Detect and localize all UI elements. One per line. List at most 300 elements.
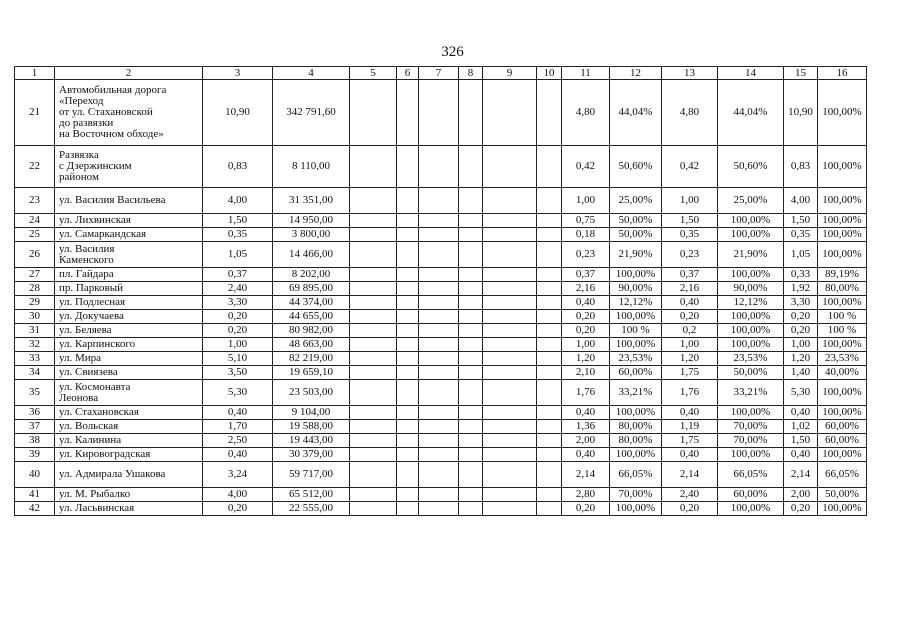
cell-value: 100,00% <box>818 380 867 406</box>
empty-cell <box>419 310 459 324</box>
road-name: пр. Парковый <box>55 282 203 296</box>
empty-cell <box>419 338 459 352</box>
cell-value: 4,00 <box>784 188 818 214</box>
empty-cell <box>483 324 537 338</box>
empty-cell <box>459 282 483 296</box>
table-row <box>15 310 867 324</box>
empty-cell <box>537 380 562 406</box>
row-number: 38 <box>15 434 55 448</box>
cell-value: 100,00% <box>718 214 784 228</box>
cell-value: 80 982,00 <box>273 324 350 338</box>
cell-value: 100,00% <box>610 448 662 462</box>
empty-cell <box>350 380 397 406</box>
empty-cell <box>350 420 397 434</box>
empty-cell <box>483 338 537 352</box>
empty-cell <box>350 310 397 324</box>
road-name: ул. Докучаева <box>55 310 203 324</box>
cell-value: 100,00% <box>718 310 784 324</box>
cell-value: 0,37 <box>562 268 610 282</box>
road-name: ул. Свиязева <box>55 366 203 380</box>
cell-value: 9 104,00 <box>273 406 350 420</box>
table-row <box>15 214 867 228</box>
cell-value: 100 % <box>610 324 662 338</box>
cell-value: 1,00 <box>784 338 818 352</box>
cell-value: 100,00% <box>818 228 867 242</box>
column-header: 8 <box>459 67 483 80</box>
cell-value: 60,00% <box>610 366 662 380</box>
cell-value: 0,33 <box>784 268 818 282</box>
cell-value: 1,36 <box>562 420 610 434</box>
road-name: ул. Вольская <box>55 420 203 434</box>
road-name: ул. Василия Каменского <box>55 242 203 268</box>
empty-cell <box>459 488 483 502</box>
cell-value: 0,40 <box>203 406 273 420</box>
row-number: 35 <box>15 380 55 406</box>
cell-value: 3,30 <box>203 296 273 310</box>
empty-cell <box>483 268 537 282</box>
cell-value: 12,12% <box>610 296 662 310</box>
empty-cell <box>419 242 459 268</box>
empty-cell <box>419 296 459 310</box>
cell-value: 44 374,00 <box>273 296 350 310</box>
column-header: 2 <box>55 67 203 80</box>
cell-value: 0,40 <box>562 448 610 462</box>
cell-value: 100,00% <box>818 146 867 188</box>
empty-cell <box>537 338 562 352</box>
cell-value: 10,90 <box>784 80 818 146</box>
cell-value: 0,20 <box>562 324 610 338</box>
cell-value: 100,00% <box>818 188 867 214</box>
cell-value: 1,70 <box>203 420 273 434</box>
empty-cell <box>419 268 459 282</box>
empty-cell <box>397 502 419 516</box>
cell-value: 100 % <box>818 310 867 324</box>
empty-cell <box>537 448 562 462</box>
road-name: ул. Кировоградская <box>55 448 203 462</box>
empty-cell <box>397 146 419 188</box>
empty-cell <box>537 366 562 380</box>
cell-value: 100,00% <box>610 268 662 282</box>
cell-value: 60,00% <box>718 488 784 502</box>
road-name: ул. Стахановская <box>55 406 203 420</box>
empty-cell <box>483 282 537 296</box>
cell-value: 0,40 <box>562 406 610 420</box>
cell-value: 1,50 <box>784 214 818 228</box>
empty-cell <box>483 448 537 462</box>
cell-value: 1,00 <box>562 188 610 214</box>
cell-value: 60,00% <box>818 420 867 434</box>
cell-value: 0,23 <box>562 242 610 268</box>
cell-value: 0,18 <box>562 228 610 242</box>
empty-cell <box>350 242 397 268</box>
cell-value: 1,92 <box>784 282 818 296</box>
empty-cell <box>483 406 537 420</box>
empty-cell <box>537 420 562 434</box>
header-row <box>15 67 867 80</box>
table-row <box>15 268 867 282</box>
cell-value: 0,42 <box>662 146 718 188</box>
empty-cell <box>537 310 562 324</box>
empty-cell <box>537 352 562 366</box>
cell-value: 0,40 <box>662 296 718 310</box>
table-row <box>15 406 867 420</box>
cell-value: 1,76 <box>562 380 610 406</box>
cell-value: 0,35 <box>662 228 718 242</box>
row-number: 29 <box>15 296 55 310</box>
empty-cell <box>397 310 419 324</box>
cell-value: 2,16 <box>562 282 610 296</box>
row-number: 24 <box>15 214 55 228</box>
cell-value: 4,00 <box>203 188 273 214</box>
cell-value: 21,90% <box>610 242 662 268</box>
cell-value: 4,80 <box>562 80 610 146</box>
empty-cell <box>483 502 537 516</box>
cell-value: 100,00% <box>718 406 784 420</box>
cell-value: 90,00% <box>610 282 662 296</box>
empty-cell <box>397 420 419 434</box>
empty-cell <box>350 366 397 380</box>
cell-value: 70,00% <box>718 434 784 448</box>
cell-value: 2,14 <box>662 462 718 488</box>
empty-cell <box>350 434 397 448</box>
table-row <box>15 502 867 516</box>
table-row <box>15 146 867 188</box>
empty-cell <box>459 420 483 434</box>
cell-value: 100,00% <box>718 448 784 462</box>
column-header: 7 <box>419 67 459 80</box>
column-header: 3 <box>203 67 273 80</box>
cell-value: 100,00% <box>718 324 784 338</box>
cell-value: 0,20 <box>203 310 273 324</box>
cell-value: 40,00% <box>818 366 867 380</box>
empty-cell <box>459 146 483 188</box>
empty-cell <box>459 352 483 366</box>
cell-value: 2,14 <box>562 462 610 488</box>
cell-value: 100 % <box>818 324 867 338</box>
cell-value: 25,00% <box>718 188 784 214</box>
row-number: 40 <box>15 462 55 488</box>
empty-cell <box>483 434 537 448</box>
empty-cell <box>419 366 459 380</box>
cell-value: 1,76 <box>662 380 718 406</box>
empty-cell <box>537 502 562 516</box>
row-number: 23 <box>15 188 55 214</box>
empty-cell <box>537 296 562 310</box>
cell-value: 19 659,10 <box>273 366 350 380</box>
column-header: 16 <box>818 67 867 80</box>
empty-cell <box>459 366 483 380</box>
empty-cell <box>397 80 419 146</box>
cell-value: 59 717,00 <box>273 462 350 488</box>
empty-cell <box>537 228 562 242</box>
cell-value: 100,00% <box>610 338 662 352</box>
cell-value: 0,35 <box>203 228 273 242</box>
empty-cell <box>350 146 397 188</box>
cell-value: 2,40 <box>662 488 718 502</box>
cell-value: 1,50 <box>662 214 718 228</box>
cell-value: 342 791,60 <box>273 80 350 146</box>
cell-value: 1,02 <box>784 420 818 434</box>
empty-cell <box>459 434 483 448</box>
cell-value: 0,40 <box>784 406 818 420</box>
cell-value: 33,21% <box>610 380 662 406</box>
empty-cell <box>419 352 459 366</box>
cell-value: 100,00% <box>818 448 867 462</box>
empty-cell <box>483 214 537 228</box>
cell-value: 50,00% <box>610 228 662 242</box>
table-row <box>15 380 867 406</box>
cell-value: 0,20 <box>203 502 273 516</box>
cell-value: 3,24 <box>203 462 273 488</box>
cell-value: 0,23 <box>662 242 718 268</box>
empty-cell <box>397 242 419 268</box>
cell-value: 0,40 <box>662 406 718 420</box>
row-number: 31 <box>15 324 55 338</box>
cell-value: 23,53% <box>718 352 784 366</box>
row-number: 42 <box>15 502 55 516</box>
cell-value: 8 110,00 <box>273 146 350 188</box>
empty-cell <box>459 406 483 420</box>
row-number: 27 <box>15 268 55 282</box>
cell-value: 50,00% <box>610 214 662 228</box>
empty-cell <box>419 420 459 434</box>
empty-cell <box>397 228 419 242</box>
cell-value: 100,00% <box>718 502 784 516</box>
cell-value: 21,90% <box>718 242 784 268</box>
cell-value: 0,20 <box>562 310 610 324</box>
cell-value: 31 351,00 <box>273 188 350 214</box>
cell-value: 82 219,00 <box>273 352 350 366</box>
empty-cell <box>483 228 537 242</box>
cell-value: 100,00% <box>718 338 784 352</box>
road-name: ул. Адмирала Ушакова <box>55 462 203 488</box>
cell-value: 80,00% <box>610 420 662 434</box>
cell-value: 80,00% <box>818 282 867 296</box>
cell-value: 50,00% <box>718 366 784 380</box>
cell-value: 0,40 <box>203 448 273 462</box>
column-header: 11 <box>562 67 610 80</box>
cell-value: 3,50 <box>203 366 273 380</box>
cell-value: 1,20 <box>784 352 818 366</box>
cell-value: 48 663,00 <box>273 338 350 352</box>
table-row <box>15 242 867 268</box>
cell-value: 69 895,00 <box>273 282 350 296</box>
row-number: 25 <box>15 228 55 242</box>
empty-cell <box>350 352 397 366</box>
cell-value: 2,00 <box>784 488 818 502</box>
table-row <box>15 228 867 242</box>
empty-cell <box>537 188 562 214</box>
cell-value: 30 379,00 <box>273 448 350 462</box>
row-number: 26 <box>15 242 55 268</box>
cell-value: 5,30 <box>784 380 818 406</box>
empty-cell <box>397 324 419 338</box>
road-name: ул. Калинина <box>55 434 203 448</box>
empty-cell <box>397 366 419 380</box>
road-name: ул. Подлесная <box>55 296 203 310</box>
empty-cell <box>537 324 562 338</box>
empty-cell <box>483 380 537 406</box>
empty-cell <box>419 462 459 488</box>
cell-value: 100,00% <box>818 242 867 268</box>
empty-cell <box>419 282 459 296</box>
table-row <box>15 352 867 366</box>
table-row <box>15 282 867 296</box>
empty-cell <box>350 228 397 242</box>
empty-cell <box>537 268 562 282</box>
column-header: 14 <box>718 67 784 80</box>
empty-cell <box>459 338 483 352</box>
cell-value: 23,53% <box>818 352 867 366</box>
empty-cell <box>537 80 562 146</box>
empty-cell <box>483 146 537 188</box>
cell-value: 1,00 <box>662 338 718 352</box>
cell-value: 2,00 <box>562 434 610 448</box>
cell-value: 1,20 <box>562 352 610 366</box>
cell-value: 100,00% <box>718 228 784 242</box>
empty-cell <box>483 462 537 488</box>
empty-cell <box>397 282 419 296</box>
cell-value: 23,53% <box>610 352 662 366</box>
cell-value: 100,00% <box>818 80 867 146</box>
column-header: 9 <box>483 67 537 80</box>
empty-cell <box>397 188 419 214</box>
cell-value: 0,40 <box>662 448 718 462</box>
empty-cell <box>459 380 483 406</box>
empty-cell <box>397 448 419 462</box>
cell-value: 70,00% <box>718 420 784 434</box>
road-name: ул. Мира <box>55 352 203 366</box>
column-header: 1 <box>15 67 55 80</box>
cell-value: 19 443,00 <box>273 434 350 448</box>
empty-cell <box>397 434 419 448</box>
cell-value: 0,20 <box>203 324 273 338</box>
cell-value: 100,00% <box>818 296 867 310</box>
cell-value: 1,00 <box>562 338 610 352</box>
cell-value: 100,00% <box>818 214 867 228</box>
road-name: ул. Космонавта Леонова <box>55 380 203 406</box>
cell-value: 0,37 <box>662 268 718 282</box>
empty-cell <box>419 434 459 448</box>
table-row <box>15 462 867 488</box>
empty-cell <box>537 434 562 448</box>
cell-value: 1,19 <box>662 420 718 434</box>
empty-cell <box>397 268 419 282</box>
road-name: ул. Самаркандская <box>55 228 203 242</box>
cell-value: 2,10 <box>562 366 610 380</box>
cell-value: 50,60% <box>718 146 784 188</box>
empty-cell <box>537 488 562 502</box>
row-number: 34 <box>15 366 55 380</box>
column-header: 4 <box>273 67 350 80</box>
cell-value: 2,14 <box>784 462 818 488</box>
row-number: 37 <box>15 420 55 434</box>
empty-cell <box>459 80 483 146</box>
cell-value: 2,80 <box>562 488 610 502</box>
cell-value: 1,50 <box>784 434 818 448</box>
cell-value: 100,00% <box>818 406 867 420</box>
cell-value: 14 466,00 <box>273 242 350 268</box>
cell-value: 70,00% <box>610 488 662 502</box>
cell-value: 1,20 <box>662 352 718 366</box>
cell-value: 12,12% <box>718 296 784 310</box>
cell-value: 100,00% <box>818 502 867 516</box>
column-header: 13 <box>662 67 718 80</box>
cell-value: 0,75 <box>562 214 610 228</box>
empty-cell <box>459 324 483 338</box>
empty-cell <box>483 242 537 268</box>
cell-value: 0,37 <box>203 268 273 282</box>
cell-value: 33,21% <box>718 380 784 406</box>
cell-value: 89,19% <box>818 268 867 282</box>
row-number: 21 <box>15 80 55 146</box>
empty-cell <box>419 380 459 406</box>
road-name: ул. М. Рыбалко <box>55 488 203 502</box>
empty-cell <box>459 296 483 310</box>
table-row <box>15 366 867 380</box>
cell-value: 100,00% <box>610 502 662 516</box>
empty-cell <box>419 406 459 420</box>
cell-value: 23 503,00 <box>273 380 350 406</box>
table-row <box>15 80 867 146</box>
cell-value: 0,83 <box>203 146 273 188</box>
cell-value: 8 202,00 <box>273 268 350 282</box>
road-name: Развязка с Дзержинским районом <box>55 146 203 188</box>
cell-value: 80,00% <box>610 434 662 448</box>
empty-cell <box>483 488 537 502</box>
cell-value: 1,50 <box>203 214 273 228</box>
cell-value: 22 555,00 <box>273 502 350 516</box>
road-name: пл. Гайдара <box>55 268 203 282</box>
empty-cell <box>350 268 397 282</box>
empty-cell <box>397 296 419 310</box>
table-row <box>15 420 867 434</box>
cell-value: 0,20 <box>784 310 818 324</box>
road-name: ул. Карпинского <box>55 338 203 352</box>
cell-value: 0,2 <box>662 324 718 338</box>
cell-value: 0,20 <box>662 502 718 516</box>
column-header: 12 <box>610 67 662 80</box>
cell-value: 1,75 <box>662 366 718 380</box>
empty-cell <box>459 502 483 516</box>
table-row <box>15 324 867 338</box>
cell-value: 0,20 <box>562 502 610 516</box>
empty-cell <box>537 242 562 268</box>
cell-value: 2,16 <box>662 282 718 296</box>
cell-value: 1,00 <box>662 188 718 214</box>
empty-cell <box>350 406 397 420</box>
cell-value: 3 800,00 <box>273 228 350 242</box>
empty-cell <box>459 310 483 324</box>
empty-cell <box>350 502 397 516</box>
row-number: 41 <box>15 488 55 502</box>
empty-cell <box>419 188 459 214</box>
cell-value: 5,30 <box>203 380 273 406</box>
empty-cell <box>350 488 397 502</box>
cell-value: 1,05 <box>784 242 818 268</box>
cell-value: 1,00 <box>203 338 273 352</box>
empty-cell <box>397 380 419 406</box>
cell-value: 0,20 <box>784 502 818 516</box>
empty-cell <box>350 80 397 146</box>
empty-cell <box>419 324 459 338</box>
empty-cell <box>419 146 459 188</box>
page-number: 326 <box>441 44 464 60</box>
cell-value: 19 588,00 <box>273 420 350 434</box>
empty-cell <box>483 352 537 366</box>
cell-value: 4,80 <box>662 80 718 146</box>
empty-cell <box>419 228 459 242</box>
